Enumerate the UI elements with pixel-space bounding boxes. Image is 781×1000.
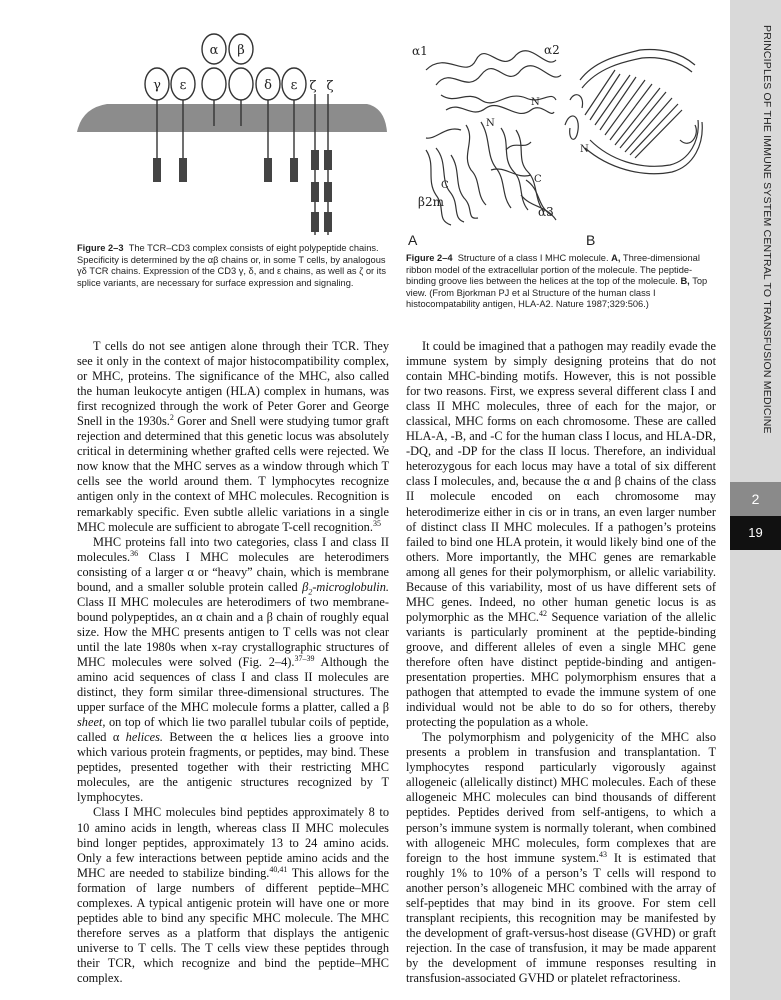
chain-label: δ bbox=[264, 78, 272, 93]
chain-label: ζ bbox=[309, 79, 317, 94]
figure-2-4-caption: Figure 2–4 Structure of a class I MHC molecule. A, Three-dimensional ribbon model of the extracellular portion of the molecule. The peptide-binding groove lies between the helices at the top of the molecule. B, Top view. (From Bjorkman PJ et al Structure of the human class I histocompatability antigen, HLA-A2. Nature 1987;329:506.) bbox=[406, 253, 708, 310]
figure-2-3-caption: Figure 2–3 The TCR–CD3 complex consists of eight polypeptide chains. Specificity is determined by the αβ chains or, in some T cells, by analogous γδ TCR chains. Expression of the CD3 γ, δ, and ε chains, as well as ζ or its splice variants, are necessary for surface expression and signaling. bbox=[77, 243, 386, 288]
chain-label: ε bbox=[290, 78, 298, 93]
domain-label: α1 bbox=[412, 44, 428, 58]
mhc-ribbon-side-view bbox=[406, 30, 576, 250]
paragraph: The polymorphism and polygenicity of the MHC also presents a problem in transfusion and transplantation. T lymphocytes respond particularly vigorously against allogeneic (allelically distinct) MHC molecules. Each of these allogeneic MHC molecules can bind thousands of different peptides. Peptides derived from self-antigens, to which a person’s immune system is normally tolerant, when combined with allogeneic MHC molecules, form complexes that are foreign to the host immune system.$^{43}$ It is estimated that roughly 1% to 10% of a person’s T cells will respond to another person’s allogeneic MHC combined with the array of self-peptides that may bind in its groove. For stem cell transplant recipients, this recognition may be manifested by the development of graft-versus-host disease (GVHD) or graft rejection. In the case of transfusion, it may be made apparent by the development of immune responses resulting in transfusion-associated GVHD or platelet refractoriness. bbox=[406, 730, 716, 985]
paragraph: It could be imagined that a pathogen may readily evade the immune system by simply designing proteins that do not contain MHC-binding motifs. However, this is not possible for two reasons. First, we express several different class I and class II MHC molecules, three of each for the major, or classical, MHC forms on each chromosome. These are called HLA-A, -B, and -C for the human class I locus, and HLA-DR, -DQ, and -DP for the class II locus. Therefore, an individual heterozygous for each locus may have a total of six different class I molecules, and, because the α and β chains of the class II molecule encoded on each chromosome may heterodimerize either in cis or in trans, an even larger number of distinct class II MHC molecules. If a pathogen’s proteins failed to bind one HLA protein, it would likely bind one of the others. More importantly, the MHC genes are remarkable among all genes for their polymorphism, or allelic variability. Because of this variability, most of us have different sets of MHC genes. Indeed, no other human genetic locus is as polymorphic as the MHC.$^{42}$ Sequence variation of the allelic variants is particularly prominent at the peptide-binding groove, and different alleles of even a single MHC gene therefore often have distinct peptide-binding and antigen-presentation properties. MHC polymorphism ensures that a pathogen that attempted to evade the immune system of one individual would not be able to do so for others, thereby protecting the population as a whole. bbox=[406, 339, 716, 730]
mhc-ribbon-top-view bbox=[560, 40, 710, 190]
terminus-label: N bbox=[486, 118, 495, 129]
terminus-label: C bbox=[534, 174, 542, 185]
page-number: 19 bbox=[730, 516, 781, 550]
domain-label: α3 bbox=[538, 205, 554, 219]
chain-label: β bbox=[237, 43, 245, 58]
running-title: PRINCIPLES OF THE IMMUNE SYSTEM CENTRAL TO TRANSFUSION MEDICINE bbox=[761, 25, 773, 434]
chain-label: α bbox=[209, 43, 219, 58]
terminus-label: N bbox=[531, 97, 540, 108]
chain-label: ε bbox=[179, 78, 187, 93]
terminus-label: N bbox=[580, 144, 589, 155]
chapter-number-tab: 2 bbox=[730, 482, 781, 516]
domain-label: α2 bbox=[544, 43, 560, 57]
chain-label: γ bbox=[153, 78, 161, 93]
panel-b-label: B bbox=[586, 232, 596, 248]
paragraph: MHC proteins fall into two categories, class I and class II molecules.$^{36}$ Class I MHC molecules are heterodimers consisting of a larger α or “heavy” chain, which is membrane bound, and a smaller soluble protein called $\beta_2$-microglobulin. Class II MHC molecules are heterodimers of two membrane-bound polypeptides, an α chain and a β chain of roughly equal size. How the MHC presents antigen to T cells was not clear until the late 1980s when x-ray crystallographic structures of MHC molecules were solved (Fig. 2–4).$^{37-39}$ Although the amino acid sequences of class I and class II molecules are distinct, they form similar three-dimensional structures. The upper surface of the MHC molecule forms a platter, called a β sheet, on top of which lie two parallel tubular coils of peptide, called α helices. Between the α helices lies a groove into which various protein fragments, or peptides, may bind. These peptides, presented together with their restricting MHC molecules, are the antigenic structures recognized by T lymphocytes. bbox=[77, 534, 389, 805]
chain-label: ζ bbox=[326, 79, 334, 94]
terminus-label: C bbox=[441, 180, 449, 191]
panel-a-label: A bbox=[408, 232, 418, 248]
body-column-left bbox=[77, 339, 389, 986]
paragraph: T cells do not see antigen alone through their TCR. They see it only in the context of major histocompatibility complex, or MHC, proteins. The significance of the MHC, also called the human leukocyte antigen (HLA) complex in humans, was first recognized through the work of Peter Gorer and George Snell in the 1930s.$^2$ Gorer and Snell were studying tumor graft rejection and determined that this genetic locus was absolutely critical in determining whether grafted cells were rejected. We now know that the MHC serves as a window through which T cells see the world around them. T lymphocytes recognize antigen only in the context of MHC molecules. Recognition is remarkably specific. Even subtle allelic variations in a single MHC molecule are sufficient to abrogate T-cell recognition.$^{35}$ bbox=[77, 339, 389, 534]
paragraph: Class I MHC molecules bind peptides approximately 8 to 10 amino acids in length, whereas class II MHC molecules bind longer peptides, approximately 13 to 24 amino acids. Only a few interactions between peptide amino acids and the MHC are needed to stabilize binding.$^{40,41}$ This allows for the formation of large numbers of different peptide–MHC complexes. A typical antigenic protein will have one or more peptides able to bind any specific MHC molecule. The MHC therefore serves as a platform that displays the antigenic universe to T cells. The T cells view these peptides through their TCR, which recognize and bind the peptide–MHC complex. bbox=[77, 805, 389, 985]
body-column-right bbox=[406, 339, 716, 986]
domain-label: β2m bbox=[418, 195, 444, 209]
cell-membrane bbox=[77, 104, 387, 132]
tcr-cd3-complex-diagram bbox=[77, 30, 387, 242]
